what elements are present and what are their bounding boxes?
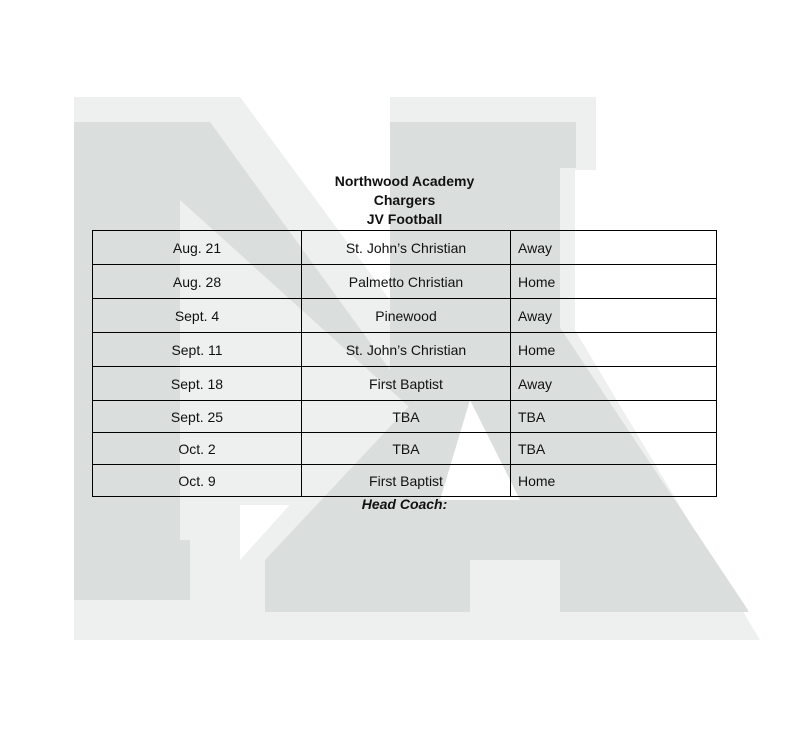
table-row xyxy=(93,367,717,401)
game-opponent: Pinewood xyxy=(302,299,511,333)
game-date: Aug. 21 xyxy=(93,231,302,265)
game-date: Aug. 28 xyxy=(93,265,302,299)
table-row xyxy=(93,299,717,333)
team-name: JV Football xyxy=(366,211,443,227)
game-date: Sept. 4 xyxy=(93,299,302,333)
table-row xyxy=(93,401,717,433)
game-opponent: St. John’s Christian xyxy=(302,231,511,265)
game-location: Home xyxy=(511,265,717,299)
game-location: TBA xyxy=(511,401,717,433)
game-location: Home xyxy=(511,465,717,497)
game-location: Away xyxy=(511,299,717,333)
team-mascot: Chargers xyxy=(373,192,436,208)
game-opponent: TBA xyxy=(302,401,511,433)
game-opponent: First Baptist xyxy=(302,465,511,497)
game-date: Sept. 11 xyxy=(93,333,302,367)
school-name: Northwood Academy xyxy=(334,173,475,189)
game-date: Sept. 18 xyxy=(93,367,302,401)
table-row xyxy=(93,231,717,265)
game-opponent: Palmetto Christian xyxy=(302,265,511,299)
table-row xyxy=(93,433,717,465)
game-opponent: St. John’s Christian xyxy=(302,333,511,367)
game-opponent: First Baptist xyxy=(302,367,511,401)
schedule-header xyxy=(92,172,717,229)
game-date: Oct. 2 xyxy=(93,433,302,465)
table-row xyxy=(93,265,717,299)
game-location: Away xyxy=(511,231,717,265)
game-date: Oct. 9 xyxy=(93,465,302,497)
game-location: TBA xyxy=(511,433,717,465)
game-location: Home xyxy=(511,333,717,367)
game-date: Sept. 25 xyxy=(93,401,302,433)
schedule-table xyxy=(92,230,717,497)
game-location: Away xyxy=(511,367,717,401)
table-row xyxy=(93,333,717,367)
head-coach-label: Head Coach: xyxy=(361,496,448,512)
table-row xyxy=(93,465,717,497)
game-opponent: TBA xyxy=(302,433,511,465)
